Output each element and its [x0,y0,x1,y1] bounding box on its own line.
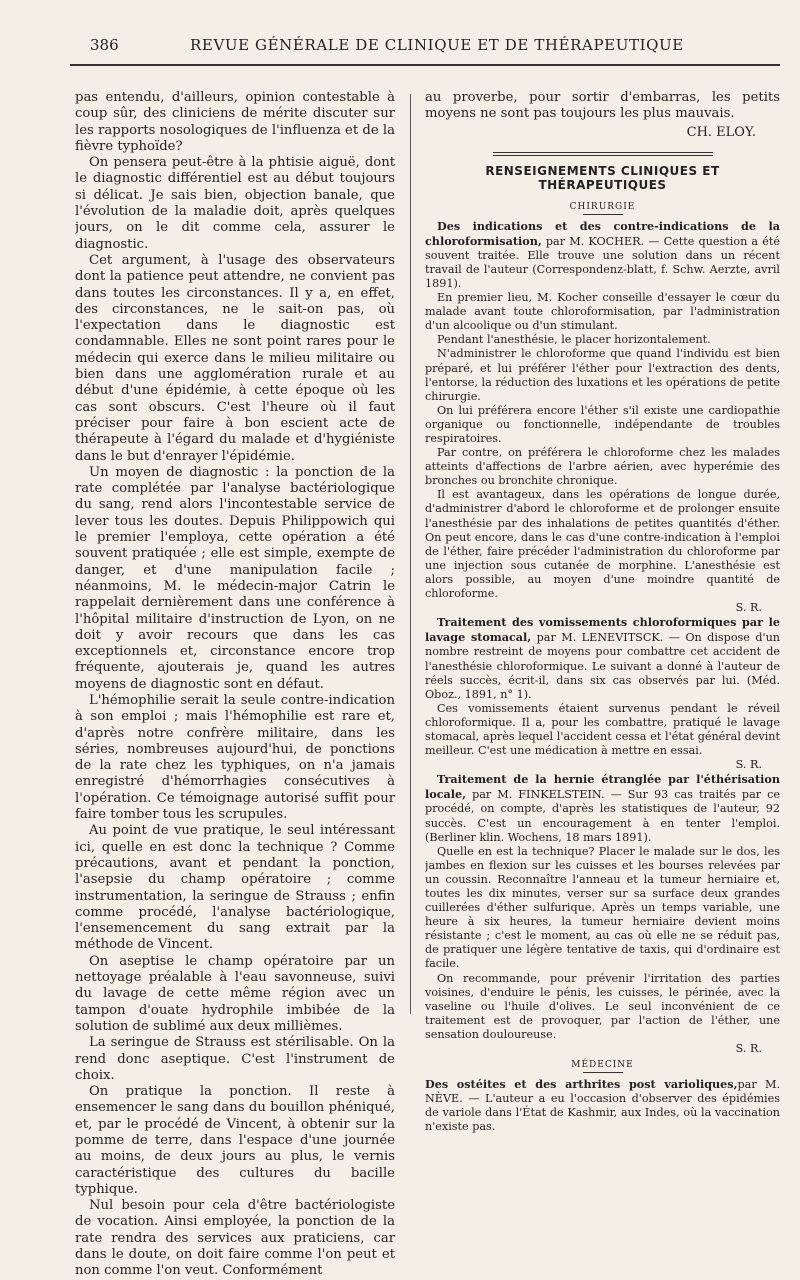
paragraph: Un moyen de diagnostic : la ponction de la rate complétée par l'analyse bactériologique du sang, rend alors l'incontestable service de lever tous les doutes. Depuis Philippowich qui le premier l'employa, cette opération a été souvent pratiquée ; elle est simple, exempte de danger, et d'une manipulation facile ; néanmoins, M. le médecin-major Catrin le rappelait dernièrement dans une conférence à l'hôpital militaire d'instruction de Lyon, on ne doit y avoir recours que dans les cas exceptionnels et, circonstance encore trop fréquente, ajouterais je, quand les autres moyens de diagnostic sont en défaut. [75,464,395,692]
paragraph: Par contre, on préférera le chloroforme chez les malades atteints d'affections de l'arbre aérien, avec hyperémie des bronches ou bronchite chronique. [425,446,780,488]
paragraph: En premier lieu, M. Kocher conseille d'essayer le cœur du malade avant toute chloroformisation, par l'administration d'un alcoolique ou d'un stimulant. [425,291,780,333]
header-rule [70,64,780,66]
paragraph: pas entendu, d'ailleurs, opinion contestable à coup sûr, des cliniciens de mérite discuter sur les rapports nosologiques de l'influenza et de la fièvre typhoïde? [75,90,395,154]
paragraph: On lui préférera encore l'éther s'il existe une cardiopathie organique ou fonctionnelle, indépendante de troubles respiratoires. [425,403,780,445]
paragraph: au proverbe, pour sortir d'embarras, les petits moyens ne sont pas toujours les plus mauvais. [425,90,780,122]
divider [583,1072,623,1073]
article-author: par M. NÈVE. [425,1078,780,1106]
page-number: 386 [90,36,119,54]
author-signature: CH. ELOY. [686,124,756,140]
article-text: par M. FINKELSTEIN. — Sur 93 cas traités par ce procédé, on compte, d'après les statistiques de l'auteur, 92 succès. C'est un encouragement à en tenter l'emploi. (Berliner klin. Wochens, 18 mars 1891). [425,788,780,844]
paragraph: N'administrer le chloroforme que quand l'individu est bien préparé, et lui préférer l'éther pour l'extraction des dents, l'entorse, la réduction des luxations et les opérations de petite chirurgie. [425,347,780,403]
paragraph: Il est avantageux, dans les opérations de longue durée, d'administrer d'abord le chloroforme et de prolonger ensuite l'anesthésie par des inhalations de petites quantités d'éther. On peut encore, dans le cas d'une contre-indication à l'emploi de l'éther, faire précéder l'administration du chloroforme par une injection sous cutanée de morphine. L'anesthésie est alors possible, au moyen d'une moindre quantité de chloroforme. [425,488,780,601]
paragraph: Ces vomissements étaient survenus pendant le réveil chloroformique. Il a, pour les combattre, pratiqué le lavage stomacal, après lequel l'accident cessa et l'état général devint meilleur. C'est une médication à mettre en essai. [425,701,780,758]
article-title: Des ostéites et des arthrites post varioliques, [425,1077,738,1092]
paragraph: On pratique la ponction. Il reste à ensemencer le sang dans du bouillon phéniqué, et, par le procédé de Vincent, à obtenir sur la pomme de terre, dans l'espace d'une journée au moins, de deux jours au plus, le vernis caractéristique des cultures du bacille typhique. [75,1084,395,1197]
decorative-rule [493,152,713,156]
column-divider [410,94,411,1014]
subsection-heading: MÉDECINE [571,1060,634,1071]
paragraph: On aseptise le champ opératoire par un nettoyage préalable à l'eau savonneuse, suivi du lavage de cette même région avec un tampon d'ouate hydrophile imbibée de la solution de sublimé aux deux millièmes. [75,953,395,1034]
paragraph: Cet argument, à l'usage des observateurs dont la patience peut attendre, ne convient pas dans toutes les circonstances. Il y a, en effet, des circonstances, ne le sait-on pas, où l'expectation dans le diagnostic est condamnable. Elles ne sont point rares pour le médecin qui exerce dans le milieu militaire ou bien dans une agglomération rurale et au début d'une épidémie, à cette époque où les cas sont obscurs. C'est l'heure où il faut préciser pour faire à bon escient acte de thérapeute à l'égard du malade et d'hygiéniste dans le but d'enrayer l'épidémie. [75,252,395,464]
paragraph: Au point de vue pratique, le seul intéressant ici, quelle en est donc la technique ? Comme précautions, avant et pendant la ponction, l'asepsie du champ opératoire ; comme instrumentation, la seringue de Strauss ; enfin comme procédé, l'analyse bactériologique, l'ensemencement du sang extrait par la méthode de Vincent. [75,823,395,953]
paragraph: On recommande, pour prévenir l'irritation des parties voisines, d'enduire le pénis, les cuisses, le périnée, avec la vaseline ou l'huile d'olives. Le seul inconvénient de ce traitement est de provoquer, par l'action de l'éther, une sensation douloureuse. [425,971,780,1041]
section-title: RENSEIGNEMENTS CLINIQUES ET THÉRAPEUTIQUES [485,163,720,192]
paragraph: On pensera peut-être à la phtisie aiguë, dont le diagnostic différentiel est au début toujours si délicat. Je sais bien, objection banale, que l'évolution de la maladie doit, après quelques jours, on le dit comme cela, assurer le diagnostic. [75,155,395,252]
paragraph: Quelle en est la technique? Placer le malade sur le dos, les jambes en flexion sur les cuisses et les bourses relevées par un coussin. Reconnaître l'anneau et la tumeur herniaire et, toutes les dix minutes, verser sur sa surface deux grandes cuillerées d'éther sulfurique. Après un temps variable, une heure à six heures, la tumeur herniaire devient moins résistante ; c'est le moment, au cas où elle ne se réduit pas, de pratiquer une légère tentative de taxis, qui d'ordinaire est facile. [425,844,780,971]
article-title: Traitement des vomissements chloroformiques par le lavage stomacal, [425,615,780,645]
initials: S. R. [735,758,762,772]
paragraph: Nul besoin pour cela d'être bactériologiste de vocation. Ainsi employée, la ponction de la rate rendra des services aux praticiens, car dans le doute, on doit faire comme l'on peut et non comme l'on veut. Conformément [75,1198,395,1279]
running-title: REVUE GÉNÉRALE DE CLINIQUE ET DE THÉRAPEUTIQUE [190,36,684,54]
article-lead [425,1077,780,1134]
article-title: Traitement de la hernie étranglée par l'éthérisation locale, [425,772,780,802]
paragraph: La seringue de Strauss est stérilisable. On la rend donc aseptique. C'est l'instrument de choix. [75,1035,395,1083]
paragraph: Pendant l'anesthésie, le placer horizontalement. [437,333,711,347]
article-text: par M. KOCHER. — Cette question a été souvent traitée. Elle trouve une solution dans un récent travail de l'auteur (Correspondenz-blatt, f. Schw. Aerzte, avril 1891). [425,234,780,290]
article-text: — L'auteur a eu l'occasion d'observer des épidémies de variole dans l'État de Kashmir, aux Indes, où la vaccination n'existe pas. [425,1092,780,1134]
subsection-heading: CHIRURGIE [569,201,636,212]
article-lead [425,219,780,291]
right-column [425,90,780,1135]
article-text: par M. LENEVITSCK. — On dispose d'un nombre restreint de moyens pour combattre cet accident de l'anesthésie chloroformique. Le suivant a donné à l'auteur de réels succès, écrit-il, dans six cas observés par lui. (Méd. Oboz., 1891, n° 1). [425,631,780,701]
paragraph: L'hémophilie serait la seule contre-indication à son emploi ; mais l'hémophilie est rare et, d'après notre confrère militaire, dans les séries, nombreuses aujourd'hui, de ponctions de la rate chez les typhiques, on n'a jamais enregistré d'hémorrhagies consécutives à l'opération. Ce témoignage autorisé suffit pour faire tomber tous les scrupules. [75,692,395,823]
initials: S. R. [735,601,762,615]
initials: S. R. [735,1042,762,1056]
article-lead [425,615,780,702]
article-lead [425,772,780,844]
left-column [75,90,395,1280]
divider [583,214,623,215]
page-header [70,36,770,58]
article-title: Des indications et des contre-indications de la chloroformisation, [425,218,780,248]
